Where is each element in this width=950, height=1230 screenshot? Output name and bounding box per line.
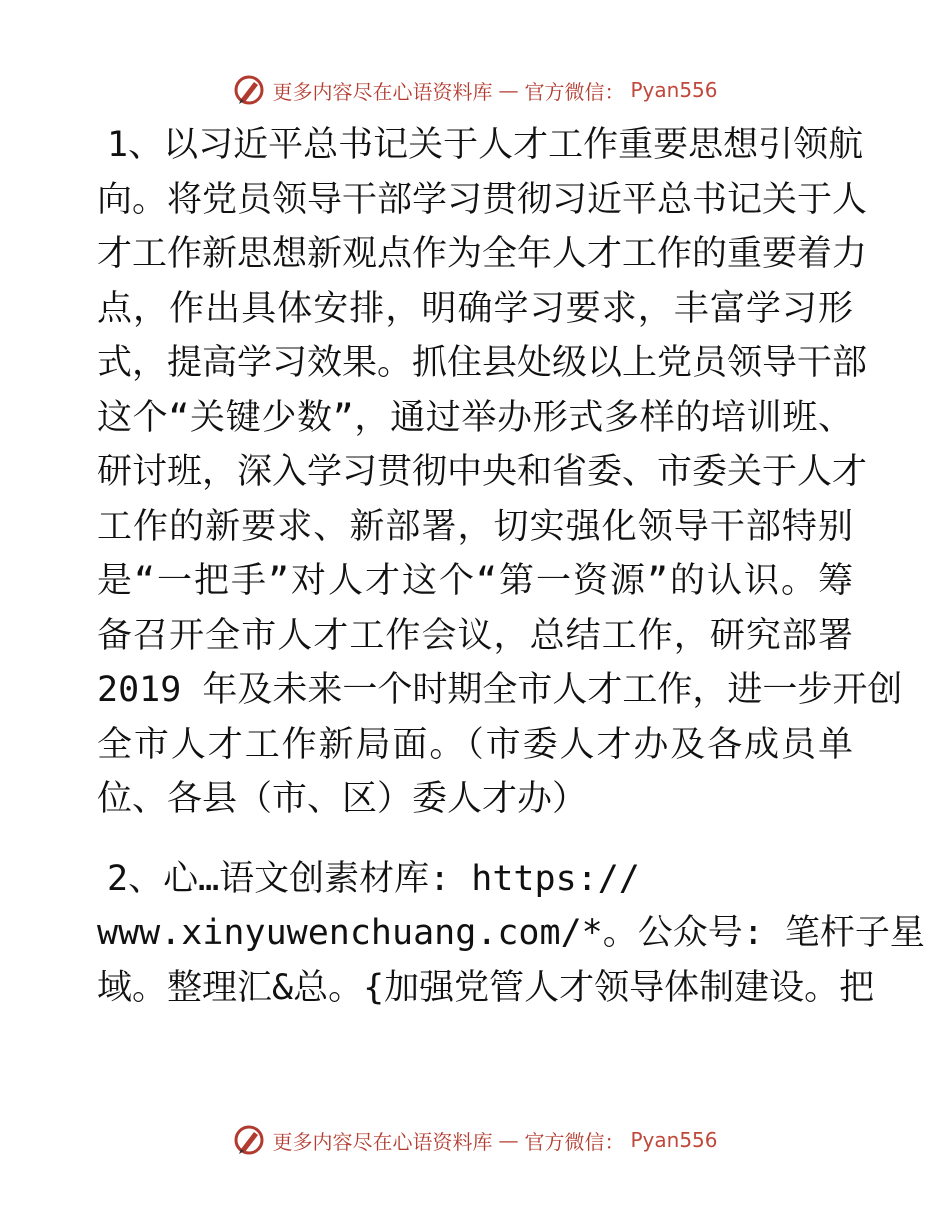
text-line: www.xinyuwenchuang.com/*。公众号: 笔杆子星	[97, 913, 925, 953]
text-line: 才工作新思想新观点作为全年人才工作的重要着力	[97, 234, 868, 274]
text-line: 1、以习近平总书记关于人才工作重要思想引领航	[107, 125, 864, 165]
text-line: 研讨班，深入学习贯彻中央和省委、市委关于人才	[97, 452, 868, 492]
text-line: 这个“关键少数”，通过举办形式多样的培训班、	[97, 397, 853, 438]
pen-logo-icon	[232, 73, 266, 107]
watermark-banner-bottom	[0, 1120, 950, 1160]
text-line: 向。将党员领导干部学习贯彻习近平总书记关于人	[97, 179, 868, 220]
watermark-text: 更多内容尽在心语资料库	[272, 1129, 493, 1154]
watermark-banner-top	[0, 70, 950, 110]
pen-logo-icon	[232, 1123, 266, 1157]
text-line: 2019 年及未来一个时期全市人才工作，进一步开创	[97, 670, 903, 710]
watermark-wechat-label: 官方微信：	[524, 79, 625, 104]
text-line: 位、各县（市、区）委人才办）	[97, 779, 588, 819]
watermark-text: 更多内容尽在心语资料库	[272, 79, 493, 104]
watermark-wechat-account: Pyan556	[630, 1128, 718, 1152]
text-line: 工作的新要求、新部署，切实强化领导干部特别	[97, 506, 853, 547]
watermark-wechat-account: Pyan556	[630, 78, 718, 102]
watermark-wechat-label: 官方微信：	[524, 1129, 625, 1154]
watermark-separator: —	[498, 78, 519, 102]
text-line: 是“一把手”对人才这个“第一资源”的认识。筹	[97, 561, 853, 601]
watermark-separator: —	[498, 1128, 519, 1152]
paragraph-2	[97, 852, 925, 1016]
body-text	[97, 118, 925, 1015]
text-line: 式，提高学习效果。抓住县处级以上党员领导干部	[97, 343, 868, 383]
text-line: 2、心…语文创素材库: https://	[107, 858, 640, 899]
text-line: 域。整理汇&总。{加强党管人才领导体制建设。把	[97, 967, 875, 1008]
paragraph-1	[97, 118, 903, 827]
text-line: 备召开全市人才工作会议，总结工作，研究部署	[97, 615, 853, 656]
text-line: 全市人才工作新局面。（市委人才办及各成员单	[97, 724, 853, 765]
text-line: 点，作出具体安排，明确学习要求，丰富学习形	[97, 288, 853, 329]
